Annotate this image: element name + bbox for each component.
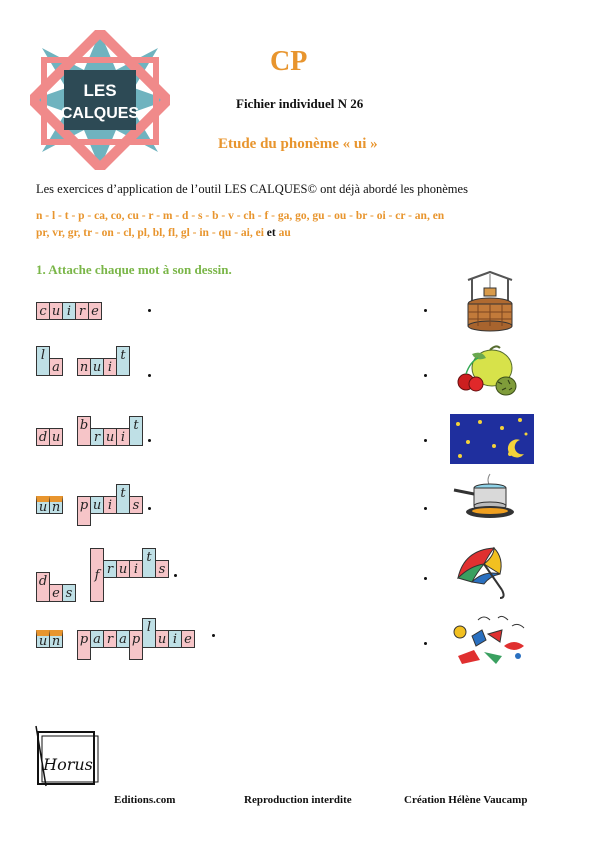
word-link-dot[interactable] bbox=[212, 634, 215, 637]
logo-line1: LES bbox=[83, 81, 117, 100]
intro-text: Les exercices d’application de l’outil LES CALQUES© ont déjà abordé les phonèmes bbox=[36, 182, 468, 196]
phoneme-line-2 bbox=[36, 225, 556, 242]
word-cuire: c u i r e bbox=[36, 302, 102, 320]
word-link-dot[interactable] bbox=[148, 309, 151, 312]
worksheet-number: Fichier individuel N 26 bbox=[236, 96, 364, 111]
word-du-bruit: d u b r u i t bbox=[36, 416, 143, 446]
umbrella-icon bbox=[454, 544, 512, 607]
word-la-nuit: l a n u i t bbox=[36, 346, 130, 376]
picture-link-dot[interactable] bbox=[424, 577, 427, 580]
word-link-dot[interactable] bbox=[148, 507, 151, 510]
word-link-dot[interactable] bbox=[148, 374, 151, 377]
phoneme-line-1: n - l - t - p - ca, co, cu - r - m - d - s - b - v - ch - f - ga, go, gu - ou - br - oi - cr - an, en bbox=[36, 210, 445, 222]
fruits-icon bbox=[452, 344, 522, 405]
word-un-puits: u n p u i t s bbox=[36, 484, 143, 514]
word-link-dot[interactable] bbox=[148, 439, 151, 442]
horus-logo bbox=[34, 722, 100, 788]
phoneme-line-2-end: au bbox=[278, 227, 291, 239]
footer-rights: Reproduction interdite bbox=[244, 794, 352, 806]
picture-link-dot[interactable] bbox=[424, 374, 427, 377]
phoneme-line-2-start: pr, vr, gr, tr - on - cl, pl, bl, fl, gl - in - qu - ai, ei bbox=[36, 227, 264, 239]
word-des-fruits: d e s f r u i t s bbox=[36, 548, 169, 602]
les-calques-logo bbox=[30, 30, 170, 170]
cooking-pot-icon bbox=[452, 470, 528, 527]
phoneme-theme: Etude du phonème « ui » bbox=[218, 136, 378, 152]
page-title: CP bbox=[270, 46, 308, 77]
footer-editions: Editions.com bbox=[114, 794, 176, 806]
phoneme-and-word: et bbox=[266, 227, 276, 239]
exercise-instruction: 1. Attache chaque mot à son dessin. bbox=[36, 262, 232, 277]
phoneme-list bbox=[36, 208, 556, 242]
picture-link-dot[interactable] bbox=[424, 507, 427, 510]
footer-creation: Création Hélène Vaucamp bbox=[404, 794, 528, 806]
picture-link-dot[interactable] bbox=[424, 642, 427, 645]
logo-line2: CALQUES bbox=[60, 105, 140, 122]
picture-link-dot[interactable] bbox=[424, 309, 427, 312]
word-un-parapluie: u n p a r a p l u i e bbox=[36, 618, 195, 648]
well-icon bbox=[462, 270, 518, 337]
horus-brand: Horus bbox=[43, 755, 93, 774]
picture-link-dot[interactable] bbox=[424, 439, 427, 442]
noise-burst-icon bbox=[448, 612, 532, 673]
night-sky-icon bbox=[450, 414, 534, 469]
word-link-dot[interactable] bbox=[174, 574, 177, 577]
